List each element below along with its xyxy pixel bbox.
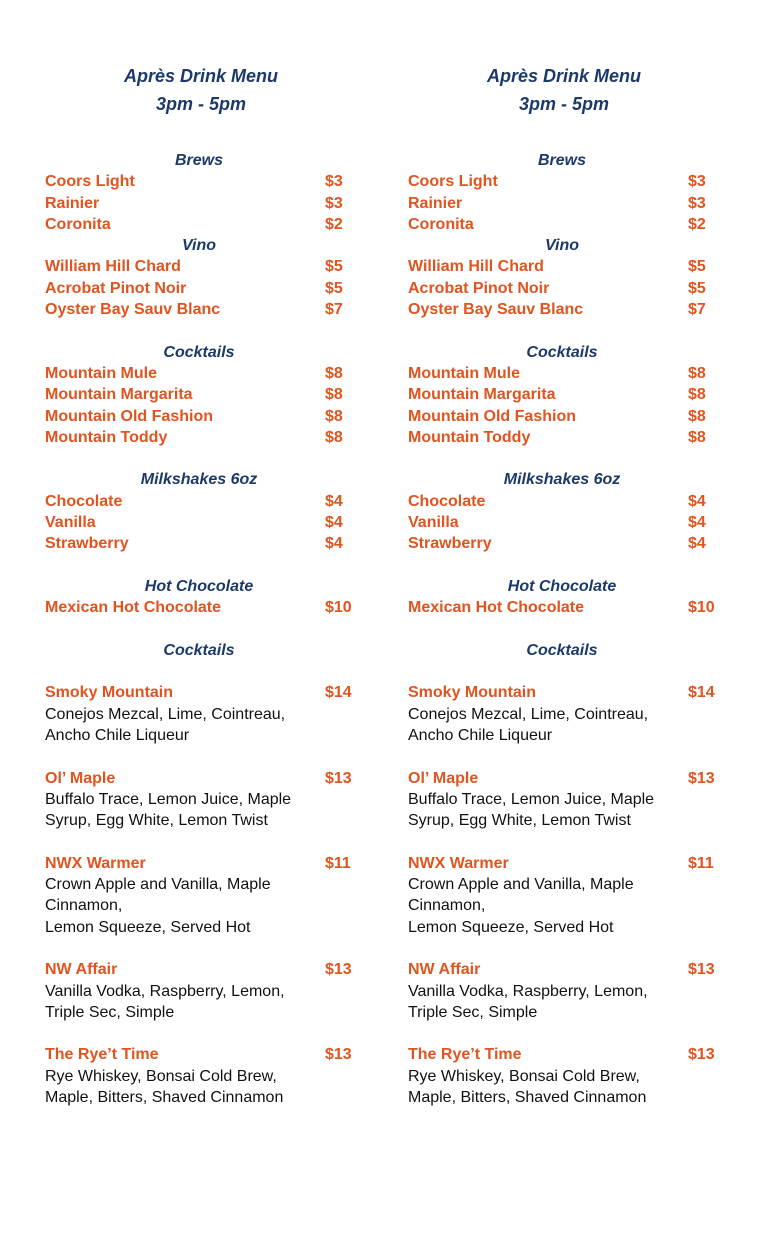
menu-item-price: $4 xyxy=(325,514,343,532)
menu-item-name: The Rye’t Time xyxy=(408,1046,522,1064)
menu-item xyxy=(408,299,728,320)
menu-item xyxy=(408,384,728,405)
menu-item xyxy=(408,682,728,703)
spacer xyxy=(408,118,728,150)
menu-item-price: $2 xyxy=(325,215,343,233)
menu-item xyxy=(45,406,365,427)
spacer xyxy=(408,448,728,469)
menu-item-name: William Hill Chard xyxy=(45,258,181,276)
menu-item-description: Buffalo Trace, Lemon Juice, Maple xyxy=(408,790,655,808)
spacer xyxy=(408,320,728,341)
section-title-brews: Brews xyxy=(174,152,224,169)
menu-item-name: Coronita xyxy=(45,215,111,233)
spacer xyxy=(408,619,728,640)
menu-item-name: Vanilla xyxy=(408,514,459,532)
menu-item-price: $14 xyxy=(688,684,715,702)
menu-item-name: Rainier xyxy=(45,194,100,212)
menu-item xyxy=(45,299,365,320)
spacer xyxy=(45,832,365,853)
spacer xyxy=(408,661,728,682)
menu-item xyxy=(408,214,728,235)
menu-item-description: Conejos Mezcal, Lime, Cointreau, xyxy=(408,705,649,723)
menu-item-name: Rainier xyxy=(408,194,463,212)
menu-item-price: $3 xyxy=(688,173,706,191)
menu-item-description: Cinnamon, xyxy=(408,897,486,915)
menu-item-description: Ancho Chile Liqueur xyxy=(408,727,553,745)
menu-item-price: $11 xyxy=(688,854,714,872)
menu-item-price: $7 xyxy=(688,301,706,319)
menu-item-name: Mountain Margarita xyxy=(45,386,193,404)
menu-item-name: NWX Warmer xyxy=(408,854,509,872)
menu-item-description: Crown Apple and Vanilla, Maple xyxy=(45,876,271,894)
section-title-cocktails-special: Cocktails xyxy=(163,641,235,659)
menu-item-description: Lemon Squeeze, Served Hot xyxy=(408,918,614,936)
menu-title: Après Drink Menu xyxy=(486,66,642,86)
spacer xyxy=(45,555,365,576)
spacer xyxy=(45,746,365,767)
menu-title: Après Drink Menu xyxy=(123,66,279,86)
menu-item-name: Mountain Toddy xyxy=(45,428,168,446)
menu-item xyxy=(45,256,365,277)
menu-item-name: Mountain Mule xyxy=(408,364,520,382)
menu-item-description: Conejos Mezcal, Lime, Cointreau, xyxy=(45,705,286,723)
menu-item-price: $11 xyxy=(325,854,351,872)
menu-item-price: $13 xyxy=(325,961,352,979)
section-title-cocktails-special: Cocktails xyxy=(526,641,598,659)
spacer xyxy=(45,938,365,959)
menu-item-name: The Rye’t Time xyxy=(45,1046,159,1064)
menu-item xyxy=(45,959,365,980)
menu-item-name: Mexican Hot Chocolate xyxy=(408,599,585,617)
spacer xyxy=(45,448,365,469)
menu-item xyxy=(408,768,728,789)
menu-item-price: $3 xyxy=(688,194,706,212)
menu-item-price: $14 xyxy=(325,684,352,702)
menu-item-name: Vanilla xyxy=(45,514,96,532)
menu-item-price: $4 xyxy=(688,492,706,510)
menu-item xyxy=(408,427,728,448)
spacer xyxy=(45,1023,365,1044)
menu-item-price: $8 xyxy=(688,407,706,425)
spacer xyxy=(408,746,728,767)
menu-item-name: Acrobat Pinot Noir xyxy=(408,279,550,297)
menu-item xyxy=(408,278,728,299)
menu-item xyxy=(45,214,365,235)
spacer xyxy=(408,832,728,853)
menu-item-price: $13 xyxy=(688,769,715,787)
menu-item-name: Mountain Old Fashion xyxy=(408,407,576,425)
menu-item-price: $8 xyxy=(325,386,343,404)
section-title-vino: Vino xyxy=(181,237,217,255)
menu-item-name: Coors Light xyxy=(45,173,135,191)
spacer xyxy=(408,1023,728,1044)
menu-item-description: Maple, Bitters, Shaved Cinnamon xyxy=(45,1089,284,1107)
spacer xyxy=(45,320,365,341)
menu-item xyxy=(408,959,728,980)
menu-item-name: Smoky Mountain xyxy=(45,684,174,702)
menu-item-description: Ancho Chile Liqueur xyxy=(45,727,190,745)
menu-item xyxy=(408,1044,728,1065)
menu-item-name: Mountain Old Fashion xyxy=(45,407,213,425)
menu-item-price: $5 xyxy=(688,279,706,297)
menu-item-price: $8 xyxy=(325,428,343,446)
menu-item xyxy=(408,597,728,618)
menu-item-description: Triple Sec, Simple xyxy=(408,1003,538,1021)
menu-item-description: Syrup, Egg White, Lemon Twist xyxy=(408,812,631,830)
menu-item xyxy=(408,193,728,214)
spacer xyxy=(45,619,365,640)
menu-hours: 3pm - 5pm xyxy=(155,94,247,114)
menu-hours: 3pm - 5pm xyxy=(518,94,610,114)
section-title-hot_chocolate: Hot Chocolate xyxy=(507,577,617,595)
menu-item xyxy=(408,363,728,384)
menu-item-name: NW Affair xyxy=(45,961,118,979)
spacer xyxy=(408,555,728,576)
menu-item-price: $10 xyxy=(688,599,715,617)
menu-column-left xyxy=(45,62,365,1108)
menu-item xyxy=(45,278,365,299)
section-title-cocktails_simple: Cocktails xyxy=(163,343,235,361)
menu-item-price: $10 xyxy=(325,599,352,617)
menu-item xyxy=(45,363,365,384)
section-title-brews: Brews xyxy=(537,152,587,169)
menu-item-price: $13 xyxy=(325,769,352,787)
menu-item-description: Rye Whiskey, Bonsai Cold Brew, xyxy=(408,1067,640,1085)
menu-item-price: $8 xyxy=(688,428,706,446)
section-title-milkshakes: Milkshakes 6oz xyxy=(140,471,258,489)
menu-item xyxy=(45,491,365,512)
menu-item-price: $8 xyxy=(688,364,706,382)
spacer xyxy=(408,938,728,959)
menu-item-price: $4 xyxy=(325,535,343,553)
menu-item xyxy=(45,533,365,554)
menu-item-name: Coors Light xyxy=(408,173,498,191)
menu-item-price: $13 xyxy=(688,1046,715,1064)
menu-item-price: $8 xyxy=(325,364,343,382)
menu-item xyxy=(45,384,365,405)
menu-item-name: Ol’ Maple xyxy=(45,769,116,787)
menu-item xyxy=(45,682,365,703)
menu-item-name: Acrobat Pinot Noir xyxy=(45,279,187,297)
menu-item-name: Oyster Bay Sauv Blanc xyxy=(408,301,584,319)
section-title-vino: Vino xyxy=(544,237,580,255)
section-title-milkshakes: Milkshakes 6oz xyxy=(503,471,621,489)
menu-column-right xyxy=(408,62,728,1108)
menu-item-name: Smoky Mountain xyxy=(408,684,537,702)
menu-item-name: Mountain Margarita xyxy=(408,386,556,404)
section-title-cocktails_simple: Cocktails xyxy=(526,343,598,361)
menu-item-name: Mexican Hot Chocolate xyxy=(45,599,222,617)
menu-item xyxy=(45,1044,365,1065)
menu-item xyxy=(45,768,365,789)
menu-item-price: $7 xyxy=(325,301,343,319)
menu-item-price: $4 xyxy=(688,535,706,553)
menu-item xyxy=(408,853,728,874)
menu-item-price: $13 xyxy=(325,1046,352,1064)
menu-item-price: $13 xyxy=(688,961,715,979)
menu-item-description: Lemon Squeeze, Served Hot xyxy=(45,918,251,936)
menu-item xyxy=(45,171,365,192)
menu-item-name: Mountain Mule xyxy=(45,364,157,382)
menu-item xyxy=(408,256,728,277)
menu-item xyxy=(408,512,728,533)
menu-item-price: $5 xyxy=(325,279,343,297)
menu-item-description: Maple, Bitters, Shaved Cinnamon xyxy=(408,1089,647,1107)
menu-item-price: $3 xyxy=(325,194,343,212)
menu-item-price: $5 xyxy=(688,258,706,276)
menu-item-name: William Hill Chard xyxy=(408,258,544,276)
menu-item-name: Ol’ Maple xyxy=(408,769,479,787)
menu-item-name: NWX Warmer xyxy=(45,854,146,872)
menu-item-description: Syrup, Egg White, Lemon Twist xyxy=(45,812,268,830)
menu-item-price: $3 xyxy=(325,173,343,191)
menu-item-description: Crown Apple and Vanilla, Maple xyxy=(408,876,634,894)
menu-item xyxy=(408,406,728,427)
menu-item xyxy=(45,853,365,874)
menu-item xyxy=(408,491,728,512)
menu-item-name: Oyster Bay Sauv Blanc xyxy=(45,301,221,319)
menu-item xyxy=(408,533,728,554)
menu-item xyxy=(45,427,365,448)
menu-item-price: $4 xyxy=(325,492,343,510)
menu-item-price: $8 xyxy=(688,386,706,404)
menu-item xyxy=(45,193,365,214)
menu-item-name: Coronita xyxy=(408,215,474,233)
menu-item-name: NW Affair xyxy=(408,961,481,979)
menu-item-name: Chocolate xyxy=(45,492,123,510)
menu-item-price: $8 xyxy=(325,407,343,425)
menu-item-name: Chocolate xyxy=(408,492,486,510)
menu-item-description: Cinnamon, xyxy=(45,897,123,915)
menu-item-description: Rye Whiskey, Bonsai Cold Brew, xyxy=(45,1067,277,1085)
menu-item-description: Vanilla Vodka, Raspberry, Lemon, xyxy=(408,982,648,1000)
menu-item-description: Triple Sec, Simple xyxy=(45,1003,175,1021)
menu-item xyxy=(45,597,365,618)
menu-item-price: $4 xyxy=(688,514,706,532)
spacer xyxy=(45,118,365,150)
menu-item-description: Vanilla Vodka, Raspberry, Lemon, xyxy=(45,982,285,1000)
menu-item-description: Buffalo Trace, Lemon Juice, Maple xyxy=(45,790,292,808)
menu-item-name: Strawberry xyxy=(45,535,129,553)
section-title-hot_chocolate: Hot Chocolate xyxy=(144,577,254,595)
menu-item-price: $5 xyxy=(325,258,343,276)
menu-item-name: Strawberry xyxy=(408,535,492,553)
menu-item xyxy=(408,171,728,192)
menu-item-price: $2 xyxy=(688,215,706,233)
menu-item xyxy=(45,512,365,533)
menu-item-name: Mountain Toddy xyxy=(408,428,531,446)
spacer xyxy=(45,661,365,682)
